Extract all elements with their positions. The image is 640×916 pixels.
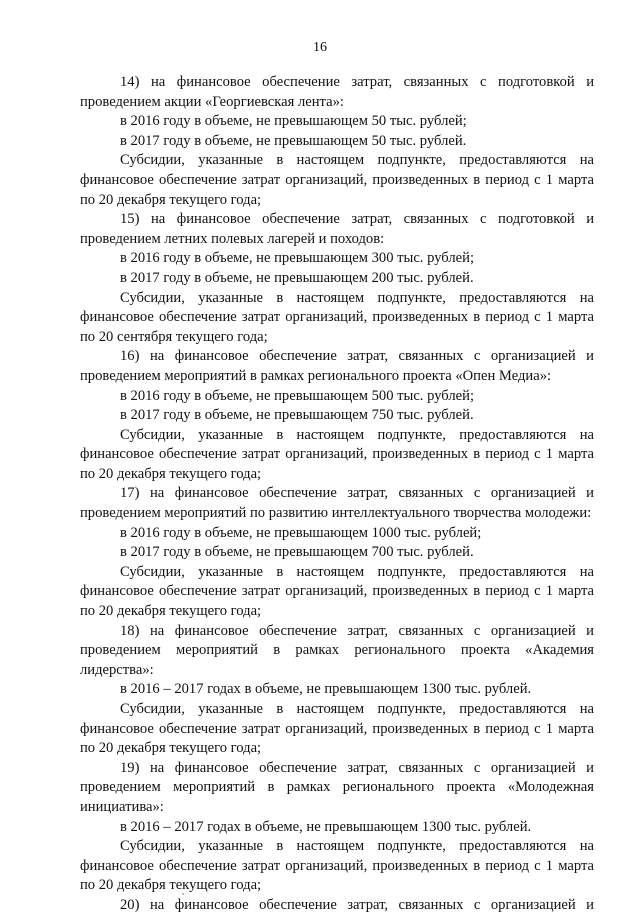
paragraph: 14) на финансовое обеспечение затрат, связанных с подготовкой и проведением акции «Георгиевская лента»: xyxy=(80,74,594,110)
paragraph: в 2016 году в объеме, не превышающем 500 тыс. рублей; xyxy=(120,387,474,404)
paragraph: 15) на финансовое обеспечение затрат, связанных с подготовкой и проведением летних полевых лагерей и походов: xyxy=(80,211,594,247)
page-number: 16 xyxy=(313,40,327,55)
paragraph: 16) на финансовое обеспечение затрат, связанных с организацией и проведением мероприятий в рамках регионального проекта «Опен Медиа»: xyxy=(80,348,594,384)
paragraph: в 2016 – 2017 годах в объеме, не превышающем 1300 тыс. рублей. xyxy=(120,681,532,698)
paragraph: в 2016 году в объеме, не превышающем 50 тыс. рублей; xyxy=(120,113,467,130)
paragraph: в 2016 году в объеме, не превышающем 300 тыс. рублей; xyxy=(120,250,474,267)
paragraph: Субсидии, указанные в настоящем подпункте, предоставляются на финансовое обеспечение затрат организаций, произведенных в период с 1 марта по 20 сентября текущего года; xyxy=(80,289,594,345)
paragraph: в 2017 году в объеме, не превышающем 50 тыс. рублей. xyxy=(120,132,467,149)
paragraph: Субсидии, указанные в настоящем подпункте, предоставляются на финансовое обеспечение затрат организаций, произведенных в период с 1 марта по 20 декабря текущего года; xyxy=(80,701,594,757)
paragraph: Субсидии, указанные в настоящем подпункте, предоставляются на финансовое обеспечение затрат организаций, произведенных в период с 1 марта по 20 декабря текущего года; xyxy=(80,563,594,620)
document-body xyxy=(80,73,594,916)
paragraph: в 2017 году в объеме, не превышающем 700 тыс. рублей. xyxy=(120,544,474,561)
paragraph: в 2016 году в объеме, не превышающем 1000 тыс. рублей; xyxy=(120,524,482,541)
paragraph: Субсидии, указанные в настоящем подпункте, предоставляются на финансовое обеспечение затрат организаций, произведенных в период с 1 марта по 20 декабря текущего года; xyxy=(80,152,594,208)
paragraph: в 2016 – 2017 годах в объеме, не превышающем 1300 тыс. рублей. xyxy=(120,818,532,835)
paragraph: Субсидии, указанные в настоящем подпункте, предоставляются на финансовое обеспечение затрат организаций, произведенных в период с 1 марта по 20 декабря текущего года; xyxy=(80,426,594,482)
paragraph: в 2017 году в объеме, не превышающем 200 тыс. рублей. xyxy=(120,269,474,286)
paragraph: 17) на финансовое обеспечение затрат, связанных с организацией и проведением мероприятий по развитию интеллектуального творчества молодежи: xyxy=(80,485,594,522)
paragraph: Субсидии, указанные в настоящем подпункте, предоставляются на финансовое обеспечение затрат организаций, произведенных в период с 1 марта по 20 декабря текущего года; xyxy=(80,838,594,894)
paragraph: 19) на финансовое обеспечение затрат, связанных с организацией и проведением мероприятий в рамках регионального проекта «Молодежная инициатива»: xyxy=(80,759,594,815)
paragraph: 18) на финансовое обеспечение затрат, связанных с организацией и проведением мероприятий в рамках регионального проекта «Академия лидерства»: xyxy=(80,622,594,678)
paragraph: в 2017 году в объеме, не превышающем 750 тыс. рублей. xyxy=(120,407,474,424)
paragraph: 20) на финансовое обеспечение затрат, связанных с организацией и xyxy=(120,896,594,913)
scan-speck xyxy=(182,893,184,895)
